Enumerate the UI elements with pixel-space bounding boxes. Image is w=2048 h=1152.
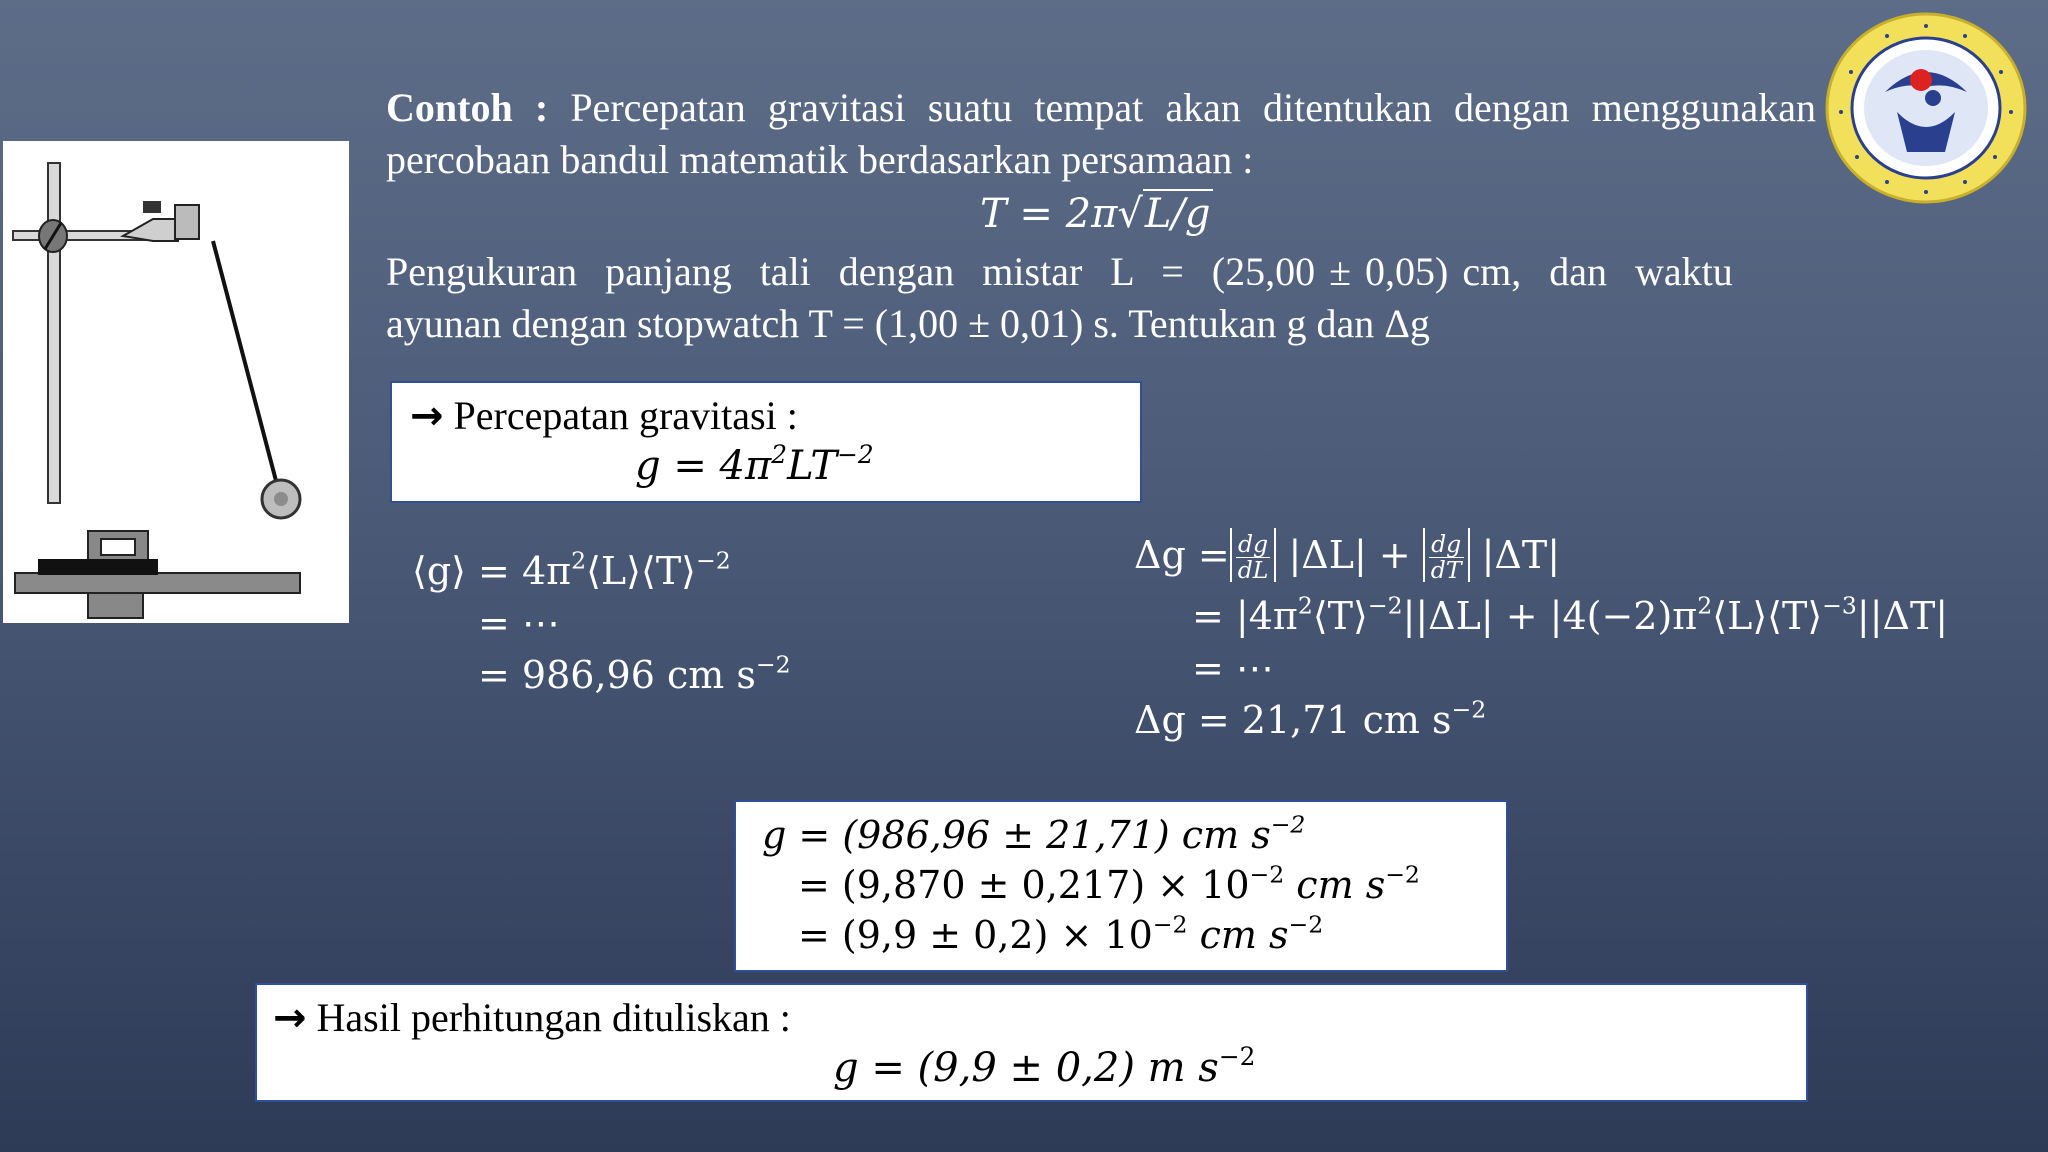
derivative-dg-dl [1230, 528, 1277, 583]
delta-g-line-2-e: ||ΔL| + |4(−2)π [1402, 594, 1698, 638]
delta-g-line-3: = ⋯ [1192, 646, 1274, 690]
delta-g-line-4-main: Δg = 21,71 cm s [1134, 698, 1452, 742]
frac2-den: dT [1430, 555, 1462, 584]
mean-g-line-3-main: = 986,96 cm s [478, 653, 756, 697]
gravity-formula-label: Percepatan gravitasi : [453, 393, 798, 438]
arrow-right-icon: → [273, 995, 307, 1041]
sqrt-symbol: √ [1117, 191, 1143, 237]
result-line-2 [762, 860, 1506, 910]
example-label: Contoh : [386, 85, 549, 130]
delta-g-line-2-i: ||ΔT| [1856, 594, 1949, 638]
pendulum-drawing [3, 141, 349, 623]
result-line-1-sup: −2 [1270, 810, 1306, 839]
result-line-3 [762, 910, 1506, 960]
arrow-right-icon: → [410, 393, 444, 439]
gravity-formula-mid: LT [787, 443, 838, 489]
gravity-formula-exp2: −2 [837, 439, 874, 469]
delta-g-line-2-f: 2 [1697, 591, 1713, 620]
delta-g-line-2-c: ⟨T⟩ [1312, 594, 1368, 638]
result-line-2-d: −2 [1385, 860, 1420, 889]
period-equation [980, 188, 1213, 240]
delta-g-line-1 [1134, 520, 1948, 590]
delta-g-mid: |ΔL| + [1276, 533, 1423, 577]
gravity-formula-box [390, 381, 1142, 503]
final-result-label: Hasil perhitungan dituliskan : [316, 995, 791, 1040]
result-line-2-c: cm s [1284, 863, 1386, 907]
mean-g-line-1-sup2: −2 [696, 546, 731, 575]
gravity-formula-heading [410, 391, 1140, 441]
result-line-3-c: cm s [1187, 913, 1289, 957]
period-equation-lhs: T = 2π [980, 191, 1118, 237]
result-line-1 [762, 810, 1506, 860]
intro-line-1 [386, 82, 1816, 134]
final-result-heading [273, 993, 1806, 1043]
intro-text [386, 82, 1816, 186]
period-equation-radicand: L/g [1144, 191, 1211, 237]
delta-g-line-4 [1134, 694, 1948, 746]
frac1-num: dg [1236, 532, 1271, 558]
delta-g-line-2 [1134, 590, 1948, 642]
gravity-formula-main: g = 4π [635, 443, 772, 489]
intro-line-2: percobaan bandul matematik berdasarkan persamaan : [386, 137, 1254, 182]
gravity-formula-exp1: 2 [771, 439, 788, 469]
mean-g-calculation [412, 545, 791, 701]
result-line-3-b: −2 [1152, 910, 1188, 939]
result-line-3-a: = (9,9 ± 0,2) × 10 [798, 913, 1153, 957]
delta-g-line-2-d: −2 [1367, 591, 1403, 620]
mean-g-line-1-mid: ⟨L⟩⟨T⟩ [586, 549, 696, 593]
frac2-num: dg [1429, 532, 1464, 558]
mean-g-line-3 [412, 649, 791, 701]
mean-g-line-1-main: ⟨g⟩ = 4π [412, 549, 572, 593]
mean-g-line-3-sup: −2 [755, 650, 791, 679]
delta-g-line-2-h: −3 [1822, 591, 1857, 620]
delta-g-calculation [1134, 520, 1948, 746]
derivative-dg-dt [1423, 528, 1470, 583]
intro-sentence-1: Percepatan gravitasi suatu tempat akan ditentukan dengan menggunakan [570, 85, 1816, 130]
frac1-den: dL [1237, 555, 1269, 584]
result-line-3-d: −2 [1288, 910, 1324, 939]
measurement-text [386, 246, 1816, 350]
final-formula-sup: −2 [1218, 1041, 1256, 1071]
measurement-line-1: Pengukuran panjang tali dengan mistar L = (25,00 ± 0,05) cm, dan waktu [386, 249, 1733, 294]
pendulum-illustration [3, 141, 349, 623]
delta-g-tail: |ΔT| [1469, 533, 1561, 577]
university-logo [1825, 12, 2027, 204]
result-line-2-b: −2 [1249, 860, 1285, 889]
seal-icon [1825, 12, 2027, 204]
mean-g-line-1 [412, 545, 791, 597]
delta-g-lhs: Δg = [1134, 533, 1230, 577]
final-result-formula [273, 1043, 1806, 1093]
result-line-1-main: g = (986,96 ± 21,71) cm s [762, 813, 1271, 857]
measurement-line-2: ayunan dengan stopwatch T = (1,00 ± 0,01) s. Tentukan g dan Δg [386, 301, 1430, 346]
delta-g-line-2-a: = |4π [1192, 594, 1298, 638]
final-result-box [255, 983, 1808, 1102]
gravity-formula [410, 441, 1140, 491]
final-formula-main: g = (9,9 ± 0,2) m s [833, 1045, 1219, 1091]
mean-g-line-1-sup: 2 [571, 546, 587, 575]
delta-g-line-2-g: ⟨L⟩⟨T⟩ [1712, 594, 1823, 638]
delta-g-line-2-b: 2 [1297, 591, 1313, 620]
mean-g-line-2: = ⋯ [478, 601, 560, 645]
result-line-2-a: = (9,870 ± 0,217) × 10 [798, 863, 1250, 907]
delta-g-line-4-sup: −2 [1451, 695, 1487, 724]
result-steps-box [734, 800, 1508, 972]
